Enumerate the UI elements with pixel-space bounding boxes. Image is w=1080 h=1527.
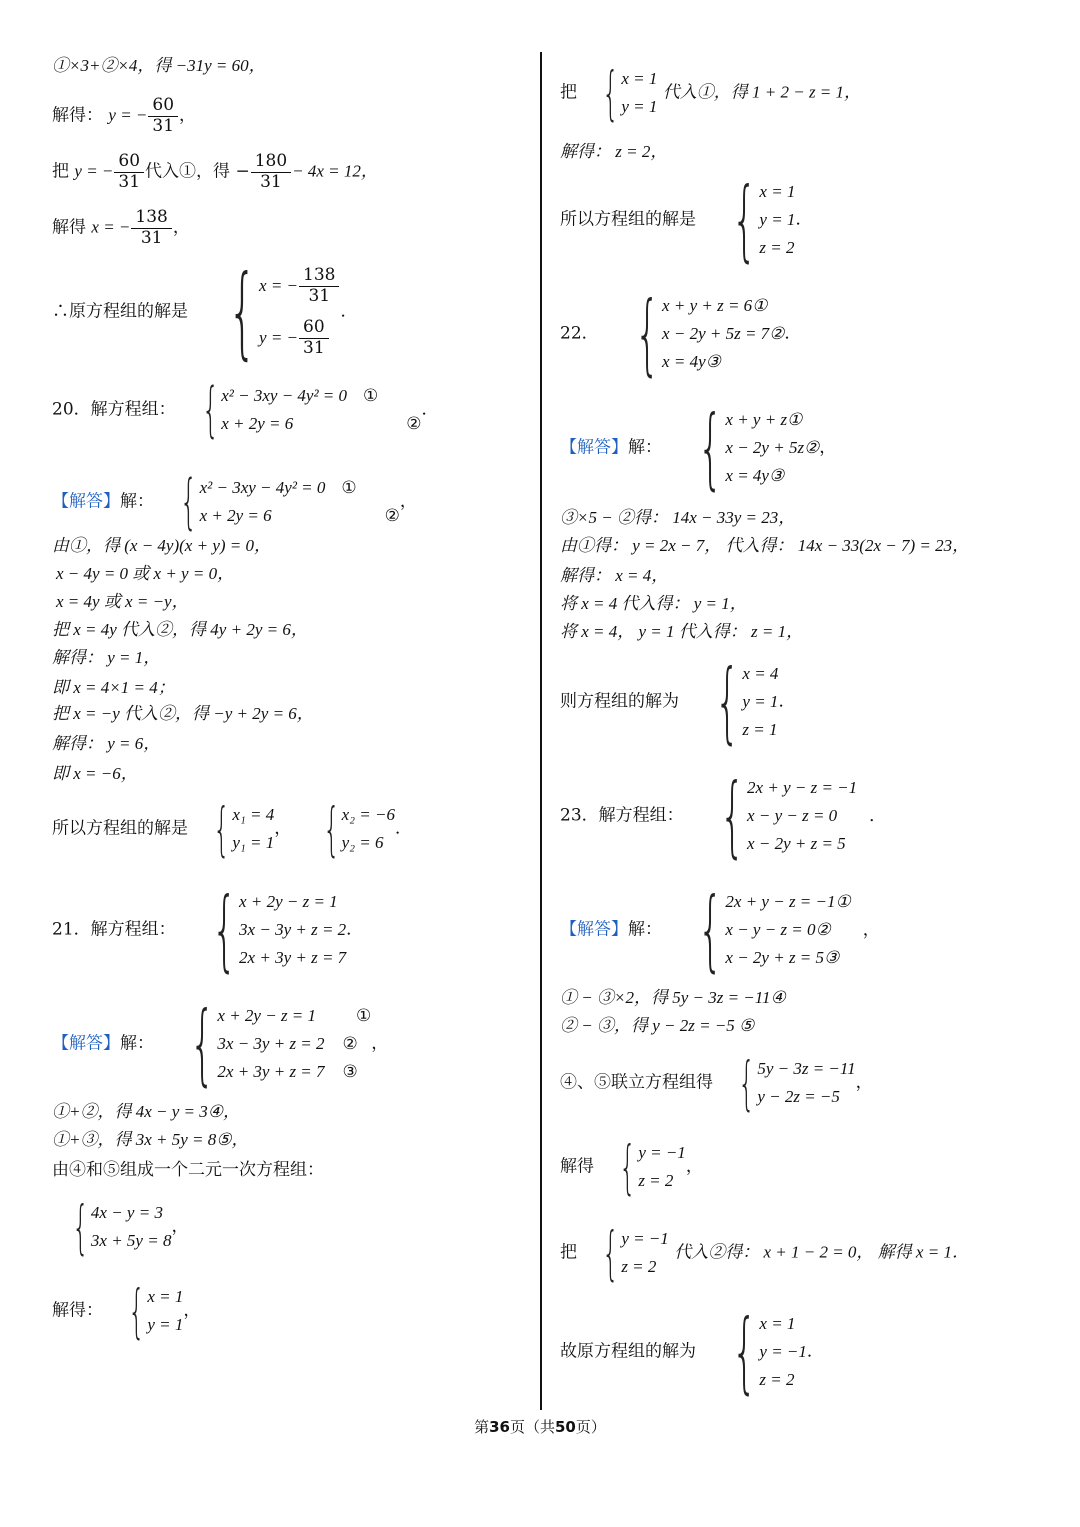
equation-system: { x = 1 y = −1 z = 2: [732, 1300, 807, 1403]
step-line: ①×3+②×4，得 −31y = 60，: [52, 56, 266, 75]
step-line: ①+②，得 4x − y = 3④，: [52, 1102, 240, 1121]
solution-line: 则方程组的解为 { x = 4 y = 1 z = 1 ．: [560, 650, 796, 753]
left-brace-icon: {: [698, 878, 724, 981]
step-line: 解得 x = − $\frac{138}{31}$ ，: [52, 207, 190, 248]
equation-system: { x = 1 y = 1: [128, 1277, 184, 1345]
answer-tag: 【解答】: [52, 491, 120, 512]
left-brace-icon: {: [732, 1300, 758, 1403]
question-21: 21．解方程组： { x + 2y − z = 1 3x − 3y + z = 2 2x + 3y + z = 7 ．: [52, 878, 364, 981]
left-brace-icon: {: [698, 396, 724, 499]
equation-system: { 2x + y − z = −1① x − y − z = 0② x − 2y + z = 5③: [698, 878, 851, 981]
step-line: 把 y = − $\frac{60}{31}$ 代入①，得 − $\frac{180}{31}$ − 4x = 12，: [52, 151, 378, 192]
page-number: 36: [489, 1418, 510, 1436]
fraction: $\frac{60}{31}$: [301, 318, 327, 358]
answer-21: 【解答】解： { x + 2y − z = 1 ① 3x − 3y + z = 2 ② 2x + 3y + z = 7 ③ ，: [52, 992, 389, 1095]
step-line: 解得： z = 2，: [560, 142, 668, 161]
step-line: 把 { y = −1 z = 2 代入②得： x + 1 − 2 = 0， 解得 x = 1．: [560, 1219, 969, 1287]
step-line: 解得： { x = 1 y = 1 ，: [52, 1277, 201, 1345]
step-line: ① − ③×2，得 5y − 3z = −11④: [560, 988, 786, 1007]
equation-system: { x = 1 y = 1 z = 2: [732, 168, 796, 271]
solution-line: 所以方程组的解是 { x₁ = 4 y₁ = 1 ， { x₂ = −6 y₂ = 6 ．: [52, 795, 412, 863]
step-line: 即 x = −6，: [52, 764, 138, 783]
step-line: 解得： y = 6，: [52, 734, 161, 753]
equation-system: { x₁ = 4 y₁ = 1: [213, 795, 275, 863]
step-line: x − 4y = 0 或 x + y = 0，: [56, 564, 235, 583]
left-brace-icon: {: [634, 282, 661, 385]
equation-system: { x² − 3xy − 4y² = 0 ① x + 2y = 6 ②: [180, 467, 400, 537]
step-line: 由④和⑤组成一个二元一次方程组：: [52, 1160, 324, 1180]
equation-system: { x + y + z = 6① x − 2y + 5z = 7② x = 4y③: [634, 282, 785, 385]
left-brace-icon: {: [228, 253, 258, 370]
page-footer: 第36页（共50页）: [474, 1418, 606, 1436]
answer-tag: 【解答】: [560, 919, 628, 940]
fraction: $\frac{138}{31}$: [133, 208, 169, 248]
equation-system: { 5y − 3z = −11 y − 2z = −5: [738, 1049, 856, 1117]
fraction: $\frac{60}{31}$: [150, 96, 176, 136]
left-brace-icon: {: [602, 59, 620, 127]
left-brace-icon: {: [180, 467, 198, 537]
equation-system: { 2x + y − z = −1 x − y − z = 0 x − 2y + z = 5: [719, 764, 858, 867]
left-brace-icon: {: [213, 795, 231, 863]
step-line: 把 { x = 1 y = 1 代入①，得 1 + 2 − z = 1，: [560, 59, 862, 127]
equation-system: { x + 2y − z = 1 ① 3x − 3y + z = 2 ② 2x + 3y + z = 7 ③: [190, 992, 372, 1095]
fraction: $\frac{60}{31}$: [116, 152, 142, 192]
answer-23: 【解答】解： { 2x + y − z = −1① x − y − z = 0② x − 2y + z = 5③ ，: [560, 878, 880, 981]
equation-system: { x + y + z① x − 2y + 5z② x = 4y③: [698, 396, 820, 499]
step-line: 把 x = 4y 代入②，得 4y + 2y = 6，: [52, 620, 308, 639]
left-brace-icon: {: [190, 992, 216, 1095]
equation-line: { 4x − y = 3 3x + 5y = 8 ，: [52, 1198, 188, 1256]
step-line: ② − ③，得 y − 2z = −5 ⑤: [560, 1016, 755, 1035]
left-brace-icon: {: [719, 764, 746, 867]
left-brace-icon: {: [72, 1193, 89, 1261]
left-brace-icon: {: [619, 1133, 637, 1201]
page-total: 50: [555, 1418, 576, 1436]
step-line: 将 x = 4， y = 1 代入得： z = 1，: [560, 622, 804, 641]
column-divider: [540, 52, 542, 1410]
equation-system: { y = −1 z = 2: [619, 1133, 686, 1201]
equation-system: { x = 4 y = 1 z = 1: [715, 650, 779, 753]
step-line: 解得： y = − $\frac{60}{31}$ ，: [52, 95, 197, 136]
step-line: ③×5 − ②得： 14x − 33y = 23，: [560, 508, 796, 527]
left-brace-icon: {: [128, 1277, 146, 1345]
answer-tag: 【解答】: [52, 1033, 120, 1054]
step-line: ④、⑤联立方程组得 { 5y − 3z = −11 y − 2z = −5 ，: [560, 1049, 873, 1117]
left-brace-icon: {: [202, 375, 220, 445]
step-line: 解得： x = 4，: [560, 566, 669, 585]
step-line: 解得 { y = −1 z = 2 ，: [560, 1133, 703, 1201]
step-line: 即 x = 4×1 = 4；: [52, 678, 175, 697]
left-brace-icon: {: [732, 168, 758, 271]
equation-system: { x² − 3xy − 4y² = 0 ① x + 2y = 6 ②: [202, 375, 422, 445]
solution-line: 故原方程组的解为 { x = 1 y = −1 z = 2 ．: [560, 1300, 824, 1403]
step-line: x = 4y 或 x = −y，: [56, 592, 189, 611]
question-20: 20．解方程组： { x² − 3xy − 4y² = 0 ① x + 2y = 6 ② ．: [52, 375, 439, 445]
step-text: 代入①，得 −: [145, 161, 250, 182]
fraction: $\frac{138}{31}$: [301, 266, 337, 306]
left-brace-icon: {: [715, 650, 741, 753]
equation-system: { x = − $\frac{138}{31}$ y = − $\frac{60}{31}$: [193, 260, 340, 364]
step-line: 将 x = 4 代入得： y = 1，: [560, 594, 747, 613]
left-brace-icon: {: [602, 1219, 620, 1287]
left-brace-icon: {: [211, 878, 238, 981]
question-23: 23．解方程组： { 2x + y − z = −1 x − y − z = 0 x − 2y + z = 5 ．: [560, 764, 887, 867]
equation-system: { y = −1 z = 2: [602, 1219, 669, 1287]
step-line: 由①得： y = 2x − 7， 代入得： 14x − 33(2x − 7) = 23，: [560, 536, 970, 555]
fraction: $\frac{180}{31}$: [253, 152, 289, 192]
answer-20: 【解答】解： { x² − 3xy − 4y² = 0 ① x + 2y = 6 ② ，: [52, 467, 417, 537]
solution-line: ∴原方程组的解是 { x = − $\frac{138}{31}$ y = − $\frac{60}{31}$ ．: [52, 253, 358, 370]
question-22: 22． { x + y + z = 6① x − 2y + 5z = 7② x = 4y③ ．: [560, 282, 802, 385]
step-line: 由①，得 (x − 4y)(x + y) = 0，: [52, 536, 271, 555]
left-brace-icon: {: [322, 795, 340, 863]
left-brace-icon: {: [738, 1049, 756, 1117]
equation-system: { 4x − y = 3 3x + 5y = 8: [72, 1193, 172, 1261]
equation-system: { x = 1 y = 1: [602, 59, 658, 127]
equation-system: { x₂ = −6 y₂ = 6: [322, 795, 395, 863]
equation-system: { x + 2y − z = 1 3x − 3y + z = 2 2x + 3y + z = 7: [211, 878, 347, 981]
solution-line: 所以方程组的解是 { x = 1 y = 1 z = 2 ．: [560, 168, 813, 271]
answer-tag: 【解答】: [560, 437, 628, 458]
step-line: 把 x = −y 代入②，得 −y + 2y = 6，: [52, 704, 314, 723]
step-line: ①+③，得 3x + 5y = 8⑤，: [52, 1130, 249, 1149]
answer-22: 【解答】解： { x + y + z① x − 2y + 5z② x = 4y③ ，: [560, 396, 837, 499]
step-text: − 4x = 12，: [292, 161, 378, 181]
step-line: 解得： y = 1，: [52, 648, 161, 667]
